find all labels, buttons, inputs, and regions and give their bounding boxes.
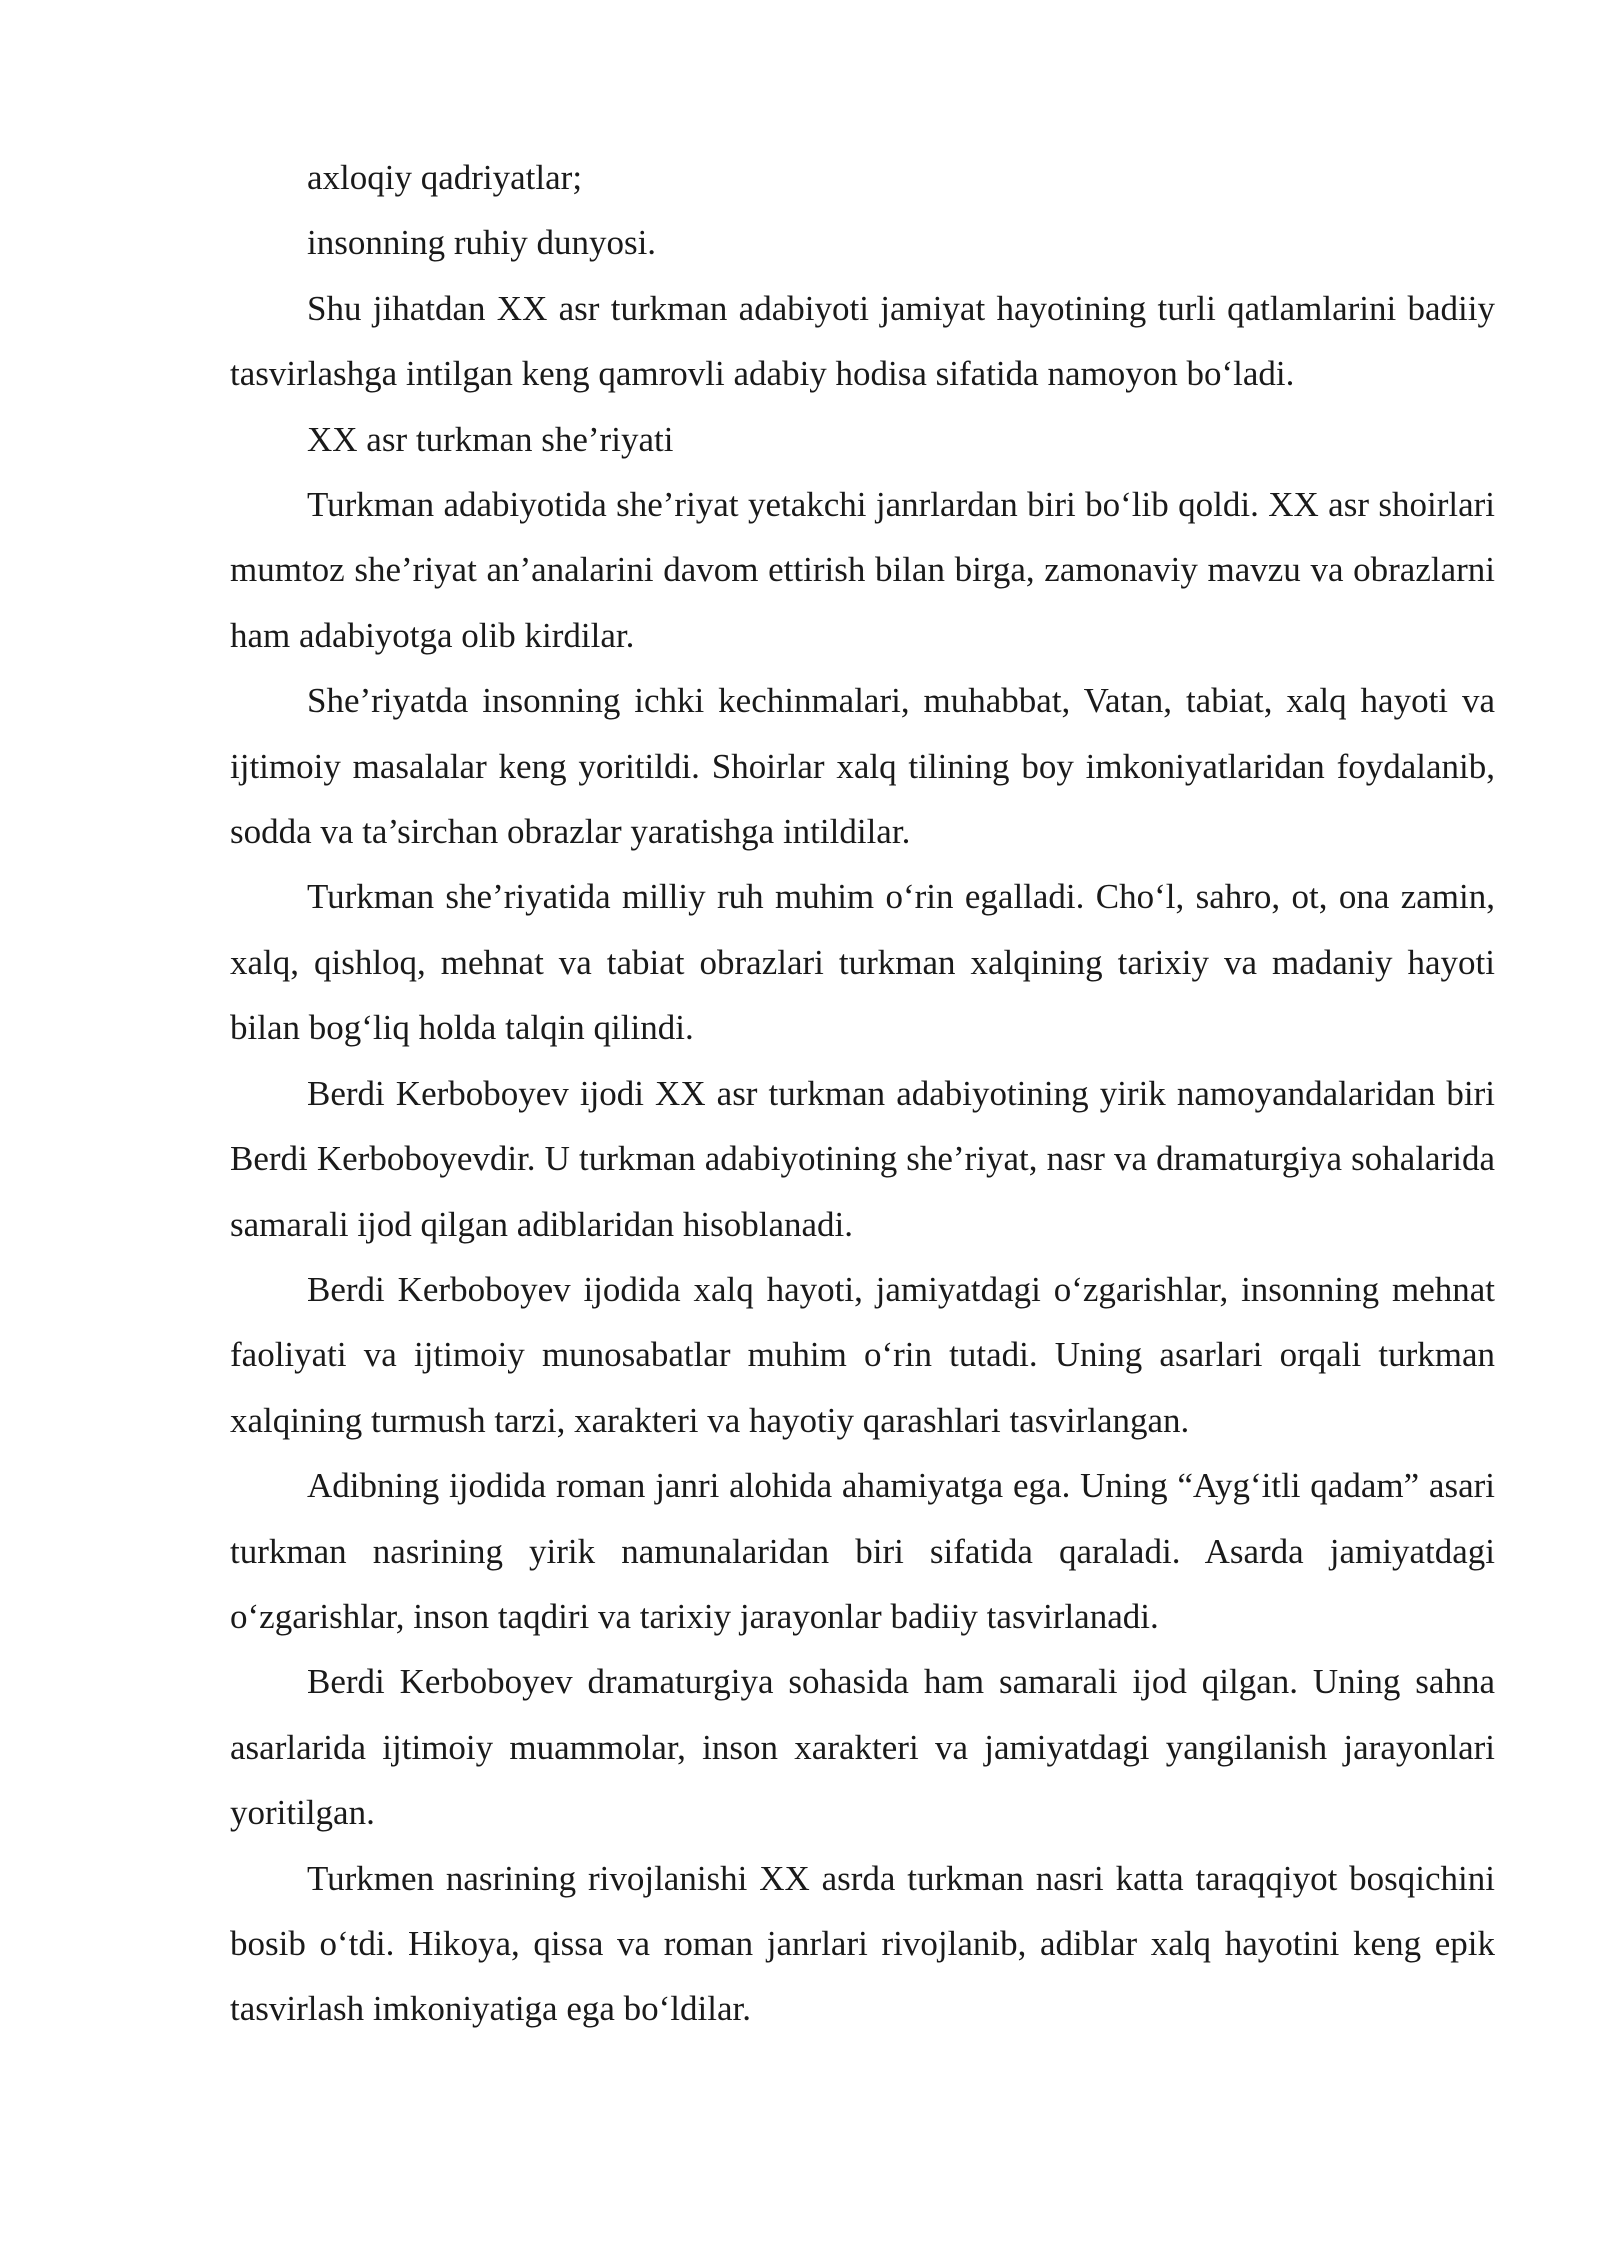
paragraph-prose-development: Turkmen nasrining rivojlanishi XX asrda turkman nasri katta taraqqiyot bosqichini bosib o‘tdi. Hikoya, qissa va roman janrlari rivojlanib, adiblar xalq hayotini keng epik tasvirlash imkoniyatiga ega bo‘ldilar.: [230, 1858, 1495, 2029]
paragraph-poetry-themes: She’riyatda insonning ichki kechinmalari, muhabbat, Vatan, tabiat, xalq hayoti va ijtimoiy masalalar keng yoritildi. Shoirlar xalq tilining boy imkoniyatlaridan foydalanib, sodda va ta’sirchan obrazlar yaratishga intildilar.: [230, 681, 1495, 852]
paragraph-kerboboyev-themes: Berdi Kerboboyev ijodida xalq hayoti, jamiyatdagi o‘zgarishlar, insonning mehnat faoliyati va ijtimoiy munosabatlar muhim o‘rin tutadi. Uning asarlari orqali turkman xalqining turmush tarzi, xarakteri va hayotiy qarashlari tasvirlangan.: [230, 1269, 1495, 1440]
list-item-spiritual-world: insonning ruhiy dunyosi.: [307, 223, 657, 263]
paragraph-dramaturgy: Berdi Kerboboyev dramaturgiya sohasida ham samarali ijod qilgan. Uning sahna asarlarida ijtimoiy muammolar, inson xarakteri va jamiyatdagi yangilanish jarayonlari yoritilgan.: [230, 1662, 1495, 1833]
paragraph-national-spirit: Turkman she’riyatida milliy ruh muhim o‘rin egalladi. Cho‘l, sahro, ot, ona zamin, xalq, qishloq, mehnat va tabiat obrazlari turkman xalqining tarixiy va madaniy hayoti bilan bog‘liq holda talqin qilindi.: [230, 877, 1495, 1048]
section-heading-poetry: XX asr turkman she’riyati: [307, 419, 674, 459]
paragraph-kerboboyev-intro: Berdi Kerboboyev ijodi XX asr turkman adabiyotining yirik namoyandalaridan biri Berdi Kerboboyevdir. U turkman adabiyotining she’riyat, nasr va dramaturgiya sohalarida samarali ijod qilgan adiblaridan hisoblanadi.: [230, 1073, 1495, 1244]
paragraph-summary: Shu jihatdan XX asr turkman adabiyoti jamiyat hayotining turli qatlamlarini badiiy tasvirlashga intilgan keng qamrovli adabiy hodisa sifatida namoyon bo‘ladi.: [230, 288, 1495, 394]
paragraph-novel-genre: Adibning ijodida roman janri alohida ahamiyatga ega. Uning “Ayg‘itli qadam” asari turkman nasrining yirik namunalaridan biri sifatida qaraladi. Asarda jamiyatdagi o‘zgarishlar, inson taqdiri va tarixiy jarayonlar badiiy tasvirlanadi.: [230, 1466, 1495, 1636]
paragraph-poetry-genre: Turkman adabiyotida she’riyat yetakchi janrlardan biri bo‘lib qoldi. XX asr shoirlari mumtoz she’riyat an’analarini davom ettirish bilan birga, zamonaviy mavzu va obrazlarni ham adabiyotga olib kirdilar.: [230, 485, 1495, 655]
list-item-moral-values: axloqiy qadriyatlar;: [307, 158, 583, 197]
body-text: [230, 145, 1495, 2042]
